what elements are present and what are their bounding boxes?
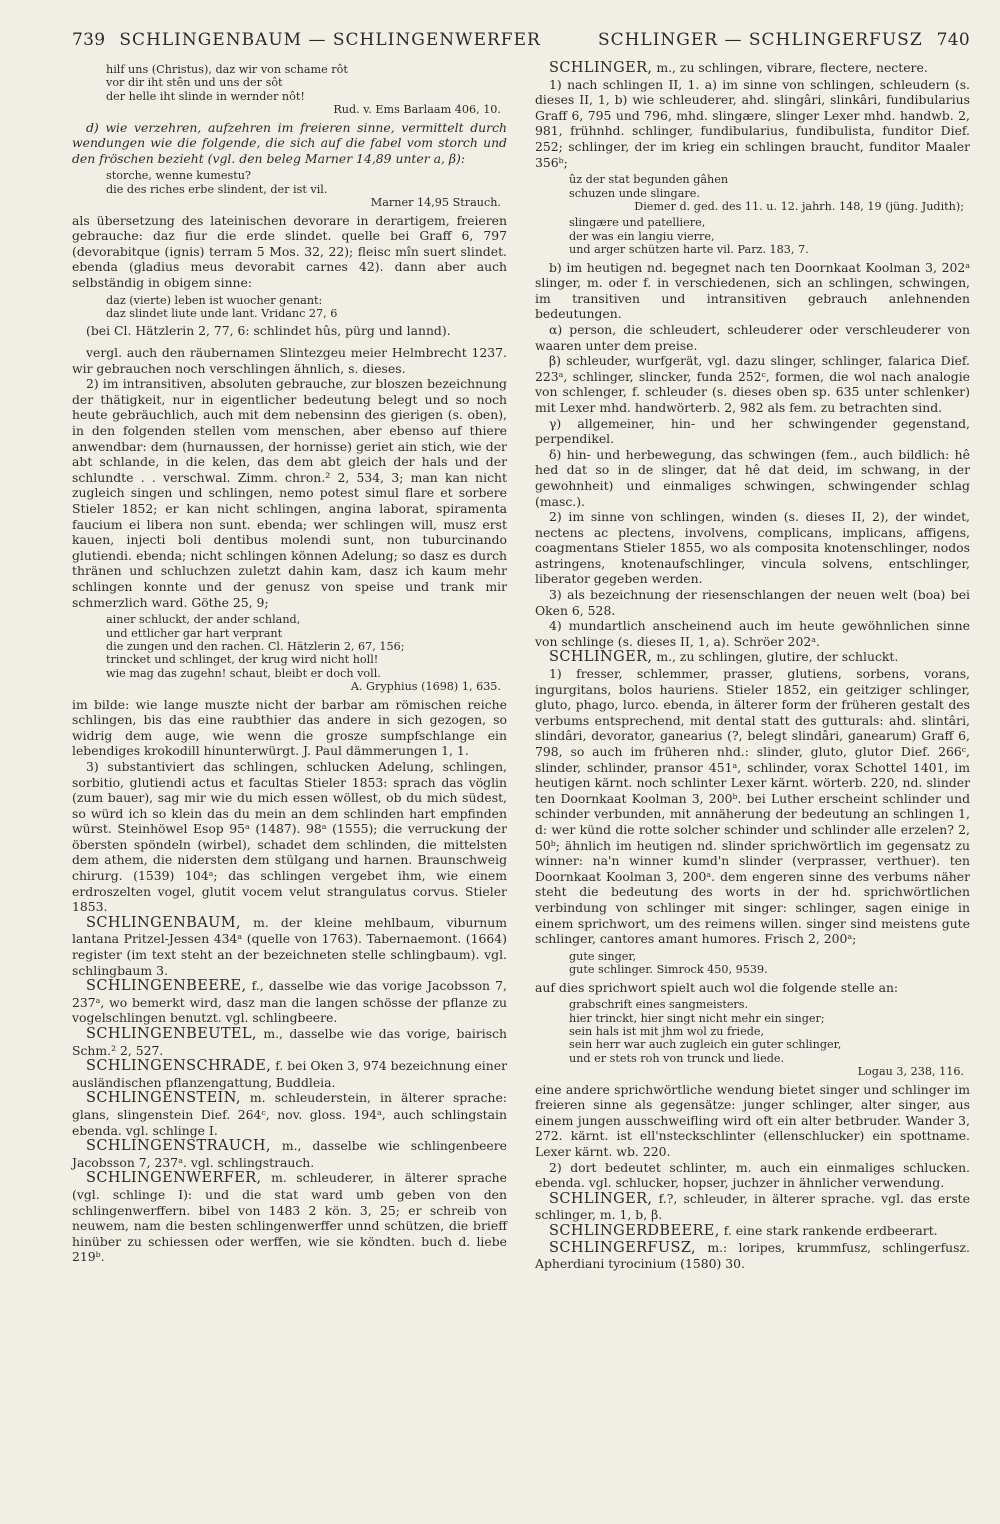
headword: SCHLINGENSCHRADE,: [86, 1058, 272, 1075]
quotation: storche, wenne kumestu? die des riches erbe slindent, der ist vil. Marner 14,95 Strauch.: [106, 169, 501, 210]
paragraph: 1) nach schlingen II, 1. a) im sinne von schlingen, schleudern (s. dieses II, 1, b) wie schleuderer, ahd. slingâri, slinkâri, fundibularius Graff 6, 795 und 796, mhd. slingære, slinger Lexer mhd. handwb. 2, 981, frühnhd. schlinger, fundibularius, fundibulista, funditor Dief. 252; schlinger, der im krieg ein schlingen braucht, funditor Maaler 356ᵇ;: [535, 76, 970, 170]
headword: SCHLINGENSTRAUCH,: [86, 1138, 271, 1155]
paragraph: 1) fresser, schlemmer, prasser, glutiens, sorbens, vorans, ingurgitans, bolos hauriens. Stieler 1852, ein geitziger schlinger, gluto, phago, lurco. ebenda, in älterer form der früheren gestalt des verbums entsprechend, mit dental statt des gutturals: ahd. slintâri, slindâri, devorator, ganearius (?, belegt slindâri, ganearum) Graff 6, 798, so auch im früheren nhd.: slinder, gluto, glutor Dief. 266ᶜ, slinder, schlinder, pransor 451ᵃ, schlinder, vorax Schottel 1401, im heutigen kärnt. noch schlinter Lexer kärnt. wörterb. 220, nd. slinder ten Doornkaat Koolman 3, 200ᵇ. bei Luther erscheint schlinder und schinder verbunden, mit annäherung der bedeutung an schlingen 1, d: wer künd die rotte solcher schinder und schlinder alle erzelen? 2, 50ᵇ; ähnlich im heutigen nd. slinder sprichwörtlich im gegensatz zu winner: na'n winner kumd'n slinder (verprasser, verthuer). ten Doornkaat Koolman 3, 200ᵃ. dem engeren sinne des verbums näher steht die bedeutung des worts in der hd. sprichwörtlichen verbindung von schlinger mit singer: schlinger, sagen einige in einem sprichwort, um des reimens willen. singer sind meistens gute schlinger, cantores amant humores. Frisch 2, 200ᵃ;: [535, 666, 970, 947]
entry-schlingenbeere: SCHLINGENBEERE, f., dasselbe wie das vorige Jacobsson 7, 237ᵃ, wo bemerkt wird, dasz man die langen schösse der pflanze zu vogelschlingen benutzt. vgl. schlingbeere.: [72, 978, 507, 1026]
entry-schlinger-2: SCHLINGER, m., zu schlingen, glutire, der schluckt.: [549, 649, 899, 666]
paragraph: α) person, die schleudert, schleuderer oder verschleuderer von waaren unter dem preise.: [535, 321, 970, 353]
paragraph: 4) mundartlich anscheinend auch im heute gewöhnlichen sinne von schlinge (s. dieses II, 1, a). Schröer 202ᵃ.: [535, 618, 970, 649]
entry-schlingenstein: SCHLINGENSTEIN, m. schleuderstein, in älterer sprache: glans, slingenstein Dief. 264ᶜ, nov. gloss. 194ᵃ, auch schlingstain ebenda. vgl. schlinge I.: [72, 1090, 507, 1138]
paragraph: 3) als bezeichnung der riesenschlangen der neuen welt (boa) bei Oken 6, 528.: [535, 587, 970, 618]
paragraph: 3) substantiviert das schlingen, schlucken Adelung, schlingen, sorbitio, glutiendi actus et facultas Stieler 1853: sprach das vöglin (zum bauer), sag mir wie du mich essen wöllest, ob du mich südest, so würd ich so klein das du mein an dem schlinden hart empfinden würst. Steinhöwel Esop 95ᵃ (1487). 98ᵃ (1555); die verruckung der öbersten spöndeln (wirbel), schadet dem schlinden, die mittelsten dem athem, die nidersten dem stülgang und harnen. Braunschweig chirurg. (1539) 104ᵃ; das schlingen vergebet ihm, wie einem erdroszelten vogel, glutit vocem velut strangulatus corvus. Stieler 1853.: [72, 758, 507, 915]
paragraph: im bilde: wie lange muszte nicht der barbar am römischen reiche schlingen, bis das eine raubthier das andere in sich gezogen, so widrig dem auge, wie wenn die grosze sumpfschlange ein lebendiges krokodill hinunterwürgt. J. Paul dämmerungen 1, 1.: [72, 696, 507, 759]
paragraph: vergl. auch den räubernamen Slintezgeu meier Helmbrecht 1237. wir gebrauchen noch verschlingen ähnlich, s. dieses.: [72, 345, 507, 376]
paragraph: auf dies sprichwort spielt auch wol die folgende stelle an:: [535, 979, 899, 995]
headword: SCHLINGENSTEIN,: [86, 1090, 241, 1107]
paragraph: β) schleuder, wurfgerät, vgl. dazu slinger, schlinger, falarica Dief. 223ᵃ, schlinger, slincker, funda 252ᶜ, formen, die wol nach analogie von schlenger, f. schleuder (s. dieses oben sp. 635 unter schlenker) mit Lexer mhd. handwörterb. 2, 982 als fem. zu betrachten sind.: [535, 353, 970, 415]
paragraph: als übersetzung des lateinischen devorare in derartigem, freieren gebrauche: daz fiur die erde slindet. quelle bei Graff 6, 797 (devorabitque (ignis) terram 5 Mos. 32, 22); fleisc mîn suert slindet. ebenda (gladius meus devorabit carnes 42). dann aber auch selbständig in obigem sinne:: [72, 212, 507, 290]
entry-schlingerfusz: SCHLINGERFUSZ, m.: loripes, krummfusz, schlingerfusz. Apherdiani tyrocinium (1580) 30.: [535, 1239, 970, 1272]
headword: SCHLINGERDBEERE,: [549, 1222, 720, 1239]
entry-schlingerdbeere: SCHLINGERDBEERE, f. eine stark rankende erdbeerart.: [549, 1222, 938, 1239]
paragraph: 2) im sinne von schlingen, winden (s. dieses II, 2), der windet, nectens ac plectens, involvens, complicans, implicans, affigens, coagmentans Stieler 1855, wo als composita knotenschlinger, nodos astringens, knotenaufschlinger, vincula solvens, entschlinger, liberator gegeben werden.: [535, 509, 970, 587]
entry-schlinger-3: SCHLINGER, f.?, schleuder, in älterer sprache. vgl. das erste schlinger, m. 1, b, β.: [535, 1190, 970, 1223]
quotation: ûz der stat begunden gâhen schuzen unde slingare. Diemer d. ged. des 11. u. 12. jahrh. 148, 19 (jüng. Judith);: [569, 173, 964, 213]
paragraph: d) wie verzehren, aufzehren im freieren sinne, vermittelt durch wendungen wie die folgende, die sich auf die fabel vom storch und den fröschen bezieht (vgl. den beleg Marner 14,89 unter a, β):: [72, 119, 507, 166]
headword: SCHLINGER,: [549, 1190, 653, 1207]
running-title-left: SCHLINGENBAUM — SCHLINGENWERFER: [119, 30, 541, 50]
quotation: grabschrift eines sangmeisters. hier trinckt, hier singt nicht mehr ein singer; sein hals ist mit jhm wol zu friede, sein herr war auch zugleich ein guter schlinger, und er stets roh von trunck und liede. Logau 3, 238, 116.: [569, 998, 964, 1079]
quotation: hilf uns (Christus), daz wir von schame rôt vor dir iht stên und uns der sôt der helle iht slinde in wernder nôt! Rud. v. Ems Barlaam 406, 10.: [106, 63, 501, 117]
headword: SCHLINGENBEERE,: [86, 978, 247, 995]
quotation: daz (vierte) leben ist wuocher genant: daz slindet liute unde lant. Vridanc 27, 6: [106, 293, 338, 320]
paragraph: 2) im intransitiven, absoluten gebrauche, zur bloszen bezeichnung der thätigkeit, nur in eigentlicher bedeutung belegt und so noch heute gebräuchlich, auch mit dem nebensinn des gierigen (s. oben), in den folgenden stellen vom menschen, aber ebenso auf thiere anwendbar: dem (hurnaussen, der hornisse) geriet ain stich, wie der abt schlande, in die kelen, das dem abt gleich der hals und der schlundte . . verschwal. Zimm. chron.² 2, 534, 3; man kan nicht zugleich singen und schlingen, nemo potest simul flare et sorbere Stieler 1852; er kan nicht schlingen, angina laborat, spiramenta faucium ei libera non sunt. ebenda; wer schlingen will, musz erst kauen, injecti boli dentibus molendi sunt, non tuburcinando glutiendi. ebenda; nicht schlingen können Adelung; so dasz es durch thränen und schluchzen zuletzt dahin kam, dasz ich kaum mehr schlingen konnte und der genusz von speise und trank mir schmerzlich ward. Göthe 25, 9;: [72, 376, 507, 610]
paragraph: (bei Cl. Hätzlerin 2, 77, 6: schlindet hûs, pürg und lannd).: [86, 323, 451, 339]
paragraph: δ) hin- und herbewegung, das schwingen (fem., auch bildlich: hê hed dat so in de slinger, dat hê dat deid, im schwang, in der gewohnheit) und einmaliges schwingen, schwingender schlag (masc.).: [535, 446, 970, 509]
entry-schlingenstrauch: SCHLINGENSTRAUCH, m., dasselbe wie schlingenbeere Jacobsson 7, 237ᵃ. vgl. schlingstrauch.: [72, 1138, 507, 1170]
paragraph: b) im heutigen nd. begegnet nach ten Doornkaat Koolman 3, 202ᵃ slinger, m. oder f. in verschiedenen, sich an schlingen, schwingen, im transitiven und intransitiven gebrauch anlehnenden bedeutungen.: [535, 259, 970, 322]
page-number-right: 740: [936, 30, 970, 50]
text-columns: [72, 60, 970, 1272]
paragraph: γ) allgemeiner, hin- und her schwingender gegenstand, perpendikel.: [535, 415, 970, 447]
paragraph: 2) dort bedeutet schlinter, m. auch ein einmaliges schlucken. ebenda. vgl. schlucker, hopser, juchzer in ähnlicher verwendung.: [535, 1159, 970, 1191]
running-title-right: SCHLINGER — SCHLINGERFUSZ: [597, 30, 923, 50]
headword: SCHLINGERFUSZ,: [549, 1239, 697, 1256]
entry-schlingenbaum: SCHLINGENBAUM, m. der kleine mehlbaum, viburnum lantana Pritzel-Jessen 434ᵃ (quelle von 1763). Tabernaemont. (1664) register (im text steht an der bezeichneten stelle schlingbaum). vgl. schlingbaum 3.: [72, 914, 507, 978]
headword: SCHLINGENBAUM,: [86, 914, 241, 931]
page-header: [72, 30, 970, 50]
right-column: [535, 60, 970, 1272]
headword: SCHLINGENWERFER,: [86, 1170, 262, 1187]
headword: SCHLINGER,: [549, 649, 653, 666]
paragraph: eine andere sprichwörtliche wendung bietet singer und schlinger im freieren sinne als gegensätze: junger schlinger, alter singer, aus einem jungen ausschweifling wird oft ein alter betbruder. Wander 3, 272. kärnt. ist ell'nsteckschlinter (ellenschlucker) ein spottname. Lexer kärnt. wb. 220.: [535, 1081, 970, 1159]
quotation: ainer schluckt, der ander schland, und ettlicher gar hart verprant die zungen und den rachen. Cl. Hätzlerin 2, 67, 156; trincket und schlinget, der krug wird nicht holl! wie mag das zugehn! schaut, bleibt er doch voll. A. Gryphius (1698) 1, 635.: [106, 613, 501, 694]
page-number-left: 739: [72, 30, 106, 50]
quotation: gute singer, gute schlinger. Simrock 450, 9539.: [569, 949, 768, 977]
entry-schlingenwerfer: SCHLINGENWERFER, m. schleuderer, in älterer sprache (vgl. schlinge I): und die stat ward umb geben von den schlingenwerffern. bibel von 1483 2 kön. 3, 25; er schreib von neuwem, nam die besten schlingenwerffer unnd schützen, die brieff hinüber zu schiessen oder werffen, wie sie köndten. buch d. liebe 219ᵇ.: [72, 1170, 507, 1265]
entry-schlingenschrade: SCHLINGENSCHRADE, f. bei Oken 3, 974 bezeichnung einer ausländischen pflanzengattung, Buddleia.: [72, 1058, 508, 1090]
quotation: slingære und patelliere, der was ein langiu vierre, und arger schützen harte vil. Parz. 183, 7.: [569, 216, 809, 257]
entry-schlinger-1: SCHLINGER, m., zu schlingen, vibrare, flectere, nectere.: [549, 60, 928, 76]
headword: SCHLINGENBEUTEL,: [86, 1026, 257, 1042]
left-column: [72, 60, 507, 1272]
entry-schlingenbeutel: SCHLINGENBEUTEL, m., dasselbe wie das vorige, bairisch Schm.² 2, 527.: [72, 1026, 507, 1058]
headword: SCHLINGER,: [549, 60, 653, 76]
